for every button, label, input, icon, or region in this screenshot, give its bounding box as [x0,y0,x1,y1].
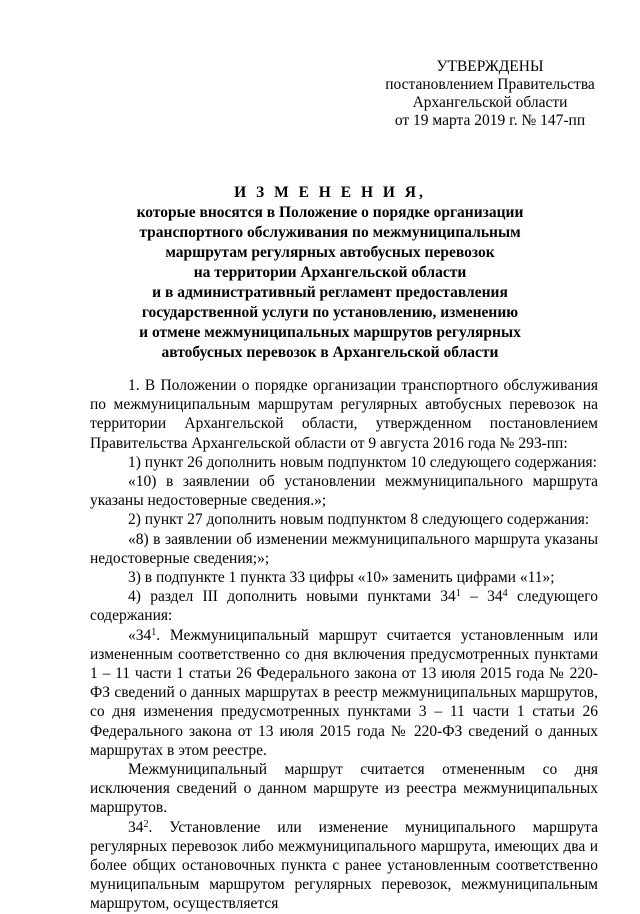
approval-line: Архангельской области [412,94,568,111]
paragraph: «10) в заявлении об установлении межмуниципального маршрута указаны недостоверные сведения.»; [90,473,598,510]
title-heading: И З М Е Н Е Н И Я, [234,184,426,201]
text-run: 34 [128,818,144,836]
paragraph [90,626,598,760]
title-line: и отмене межмуниципальных маршрутов регулярных [139,324,521,341]
title-line: которые вносятся в Положение о порядке организации [136,204,524,221]
superscript: 4 [502,588,508,600]
paragraph: 3) в подпункте 1 пункта 33 цифры «10» заменить цифрами «11»; [128,569,555,587]
title-line: маршрутам регулярных автобусных перевозок [165,244,495,261]
paragraph: «8) в заявлении об изменении межмуниципального маршрута указаны недостоверные сведения;»; [90,530,598,567]
text-run: «34 [128,626,152,644]
text-run: . Установление или изменение муниципального маршрута регулярных перевозок либо межмуниципального маршрута, имеющих два и более общих остановочных пункта с ранее установленным соответственно муниципальным маршрутом регулярных перевозок, межмуниципальным маршрутом, осуществляется [90,818,598,913]
paragraph: 2) пункт 27 дополнить новым подпунктом 8 следующего содержания: [128,511,590,529]
title-line: государственной услуги по установлению, изменению [141,304,519,321]
document-body [90,376,598,914]
text-run: 4) раздел III дополнить новыми пунктами 34 [128,588,456,606]
superscript: 1 [455,588,461,600]
paragraph: Межмуниципальный маршрут считается отмененным со дня исключения сведений о данном маршруте из реестра межмуниципальных маршрутов. [90,761,598,817]
document-title [120,183,540,363]
approval-block [360,58,620,130]
paragraph [90,587,598,625]
paragraph: 1. В Положении о порядке организации транспортного обслуживания по межмуниципальным маршрутам регулярных автобусных перевозок на территории Архангельской области, утвержденном постановлением Правительства Архангельской области от 9 августа 2016 года № 293-пп: [90,377,598,452]
title-line: транспортного обслуживания по межмуниципальным [139,224,521,241]
title-line: автобусных перевозок в Архангельской области [161,344,499,361]
title-line: и в административный регламент предоставления [152,284,508,301]
text-run: следующего содержания: [90,588,599,625]
approval-line: постановлением Правительства [385,76,595,93]
approval-heading: УТВЕРЖДЕНЫ [436,58,544,75]
superscript: 1 [151,626,157,638]
superscript: 2 [143,818,149,830]
paragraph: 1) пункт 26 дополнить новым подпунктом 10 следующего содержания: [128,453,597,471]
paragraph [90,818,598,914]
text-run: . Межмуниципальный маршрут считается установленным или измененным соответственно со дня включения предусмотренных пунктами 1 – 11 части 1 статьи 26 Федерального закона от 13 июля 2015 года № 220-ФЗ сведений о данных маршрутах в реестр межмуниципальных маршрутов, со дня изменения предусмотренных пунктами 3 – 11 части 1 статьи 26 Федерального закона от 13 июля 2015 года № 220-ФЗ сведений о данных маршрутах в этом реестре. [90,626,598,759]
title-line: на территории Архангельской области [193,264,467,281]
text-run: – 34 [460,588,503,606]
approval-date: от 19 марта 2019 г. № 147-пп [394,112,586,129]
